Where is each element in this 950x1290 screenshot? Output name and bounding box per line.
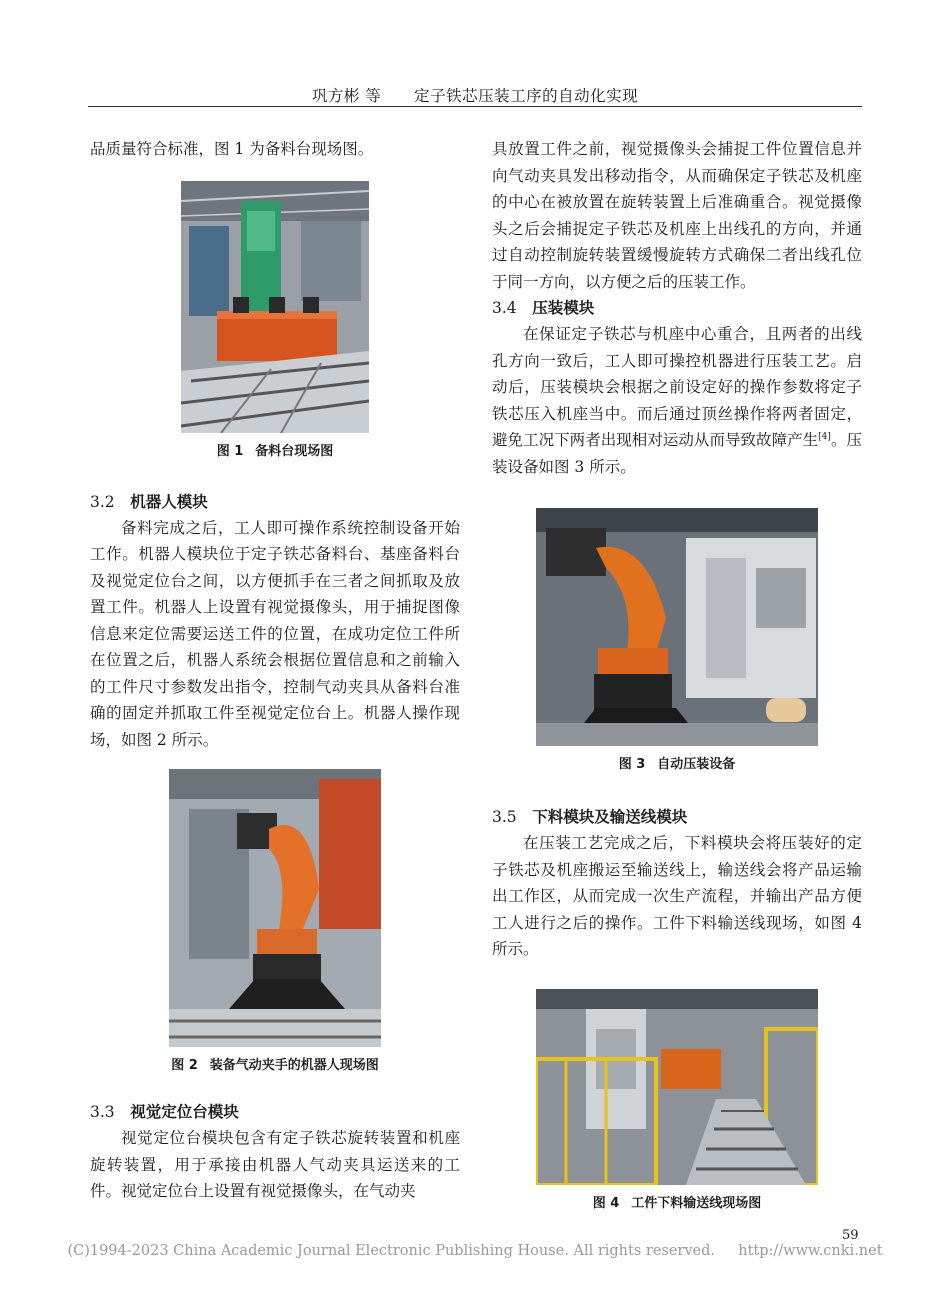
paragraph-continued: 具放置工件之前，视觉摄像头会捕捉工件位置信息并向气动夹具发出移动指令，从而确保定子铁芯及机座的中心在被放置在旋转装置上后准确重合。视觉摄像头之后会捕捉定子铁芯及机座上出线孔的方向，并通过自动控制旋转装置缓慢旋转方式确保二者出线孔位于同一方向，以方便之后的压装工作。 [492,140,862,291]
section-number: 3.4 [492,299,517,317]
copyright-text: (C)1994-2023 China Academic Journal Electronic Publishing House. All rights reserved. [67,1243,716,1259]
section-3-4-text-end: 。压装设备如图 3 所示。 [492,431,862,476]
section-3-5-body: 在压装工艺完成之后，下料模块会将压装好的定子铁芯及机座搬运至输送线上，输送线会将产品运输出工作区，从而完成一次生产流程，并输出产品方便工人进行之后的操作。工件下料输送线现场，如图 4 所示。 [492,834,862,958]
section-3-4-body [492,321,862,480]
figure-3-text: 自动压装设备 [657,757,736,772]
section-title: 压装模块 [532,299,595,317]
footer-url[interactable]: http://www.cnki.net [738,1243,883,1259]
figure-2-photo [169,769,381,1047]
page-number: 59 [842,1228,859,1243]
section-3-5-heading [492,804,862,830]
citation-ref[interactable]: [4] [818,431,831,442]
header-authors: 巩方彬 等 [311,87,382,105]
figure-1-caption [90,443,460,461]
header-title: 定子铁芯压装工序的自动化实现 [414,87,639,105]
section-3-2-heading [90,489,460,515]
left-column [90,136,460,1205]
header-rule [88,106,862,107]
figure-2 [90,769,460,1075]
section-title: 机器人模块 [130,492,208,511]
section-3-3-heading [90,1099,460,1125]
figure-2-label: 图 2 [171,1058,198,1073]
figure-3-caption [492,756,862,774]
section-3-3-body: 视觉定位台模块包含有定子铁芯旋转装置和机座旋转装置，用于承接由机器人气动夹具运送来的工件。视觉定位台上设置有视觉摄像头，在气动夹 [90,1129,460,1200]
figure-2-caption [90,1057,460,1075]
figure-4-label: 图 4 [592,1195,620,1211]
figure-1-text: 备料台现场图 [255,443,334,459]
section-number: 3.2 [90,492,115,511]
figure-1-label: 图 1 [216,443,244,459]
section-number: 3.5 [492,808,517,826]
figure-4-text: 工件下料输送线现场图 [631,1195,762,1211]
figure-1-photo [181,181,369,433]
figure-4 [492,989,862,1213]
figure-3 [492,508,862,774]
section-3-4-text: 在保证定子铁芯与机座中心重合，且两者的出线孔方向一致后，工人即可操控机器进行压装工艺。启动后，压装模块会根据之前设定好的操作参数将定子铁芯压入机座当中。而后通过顶丝操作将两者固定，避免工况下两者出现相对运动从而导致故障产生 [492,325,862,449]
running-header [88,84,862,106]
right-column [492,136,862,1213]
section-number: 3.3 [90,1103,115,1121]
figure-4-caption [492,1195,862,1213]
figure-1 [90,181,460,461]
figure-4-photo [536,989,818,1185]
figure-3-photo [536,508,818,746]
section-title: 下料模块及输送线模块 [532,808,688,826]
figure-2-text: 装备气动夹手的机器人现场图 [209,1058,379,1073]
paragraph-continued: 品质量符合标准，图 1 为备料台现场图。 [90,140,374,158]
figure-3-label: 图 3 [618,757,646,772]
copyright-footer [0,1243,950,1259]
section-3-2-body: 备料完成之后，工人即可操作系统控制设备开始工作。机器人模块位于定子铁芯备料台、基座备料台及视觉定位台之间，以方便抓手在三者之间抓取及放置工件。机器人上设置有视觉摄像头，用于捕捉图像信息来定位需要运送工件的位置，在成功定位工件所在位置之后，机器人系统会根据位置信息和之前输入的工件尺寸参数发出指令，控制气动夹具从备料台准确的固定并抓取工件至视觉定位台上。机器人操作现场，如图 2 所示。 [90,518,460,749]
section-title: 视觉定位台模块 [130,1103,239,1121]
section-3-4-heading [492,295,862,321]
